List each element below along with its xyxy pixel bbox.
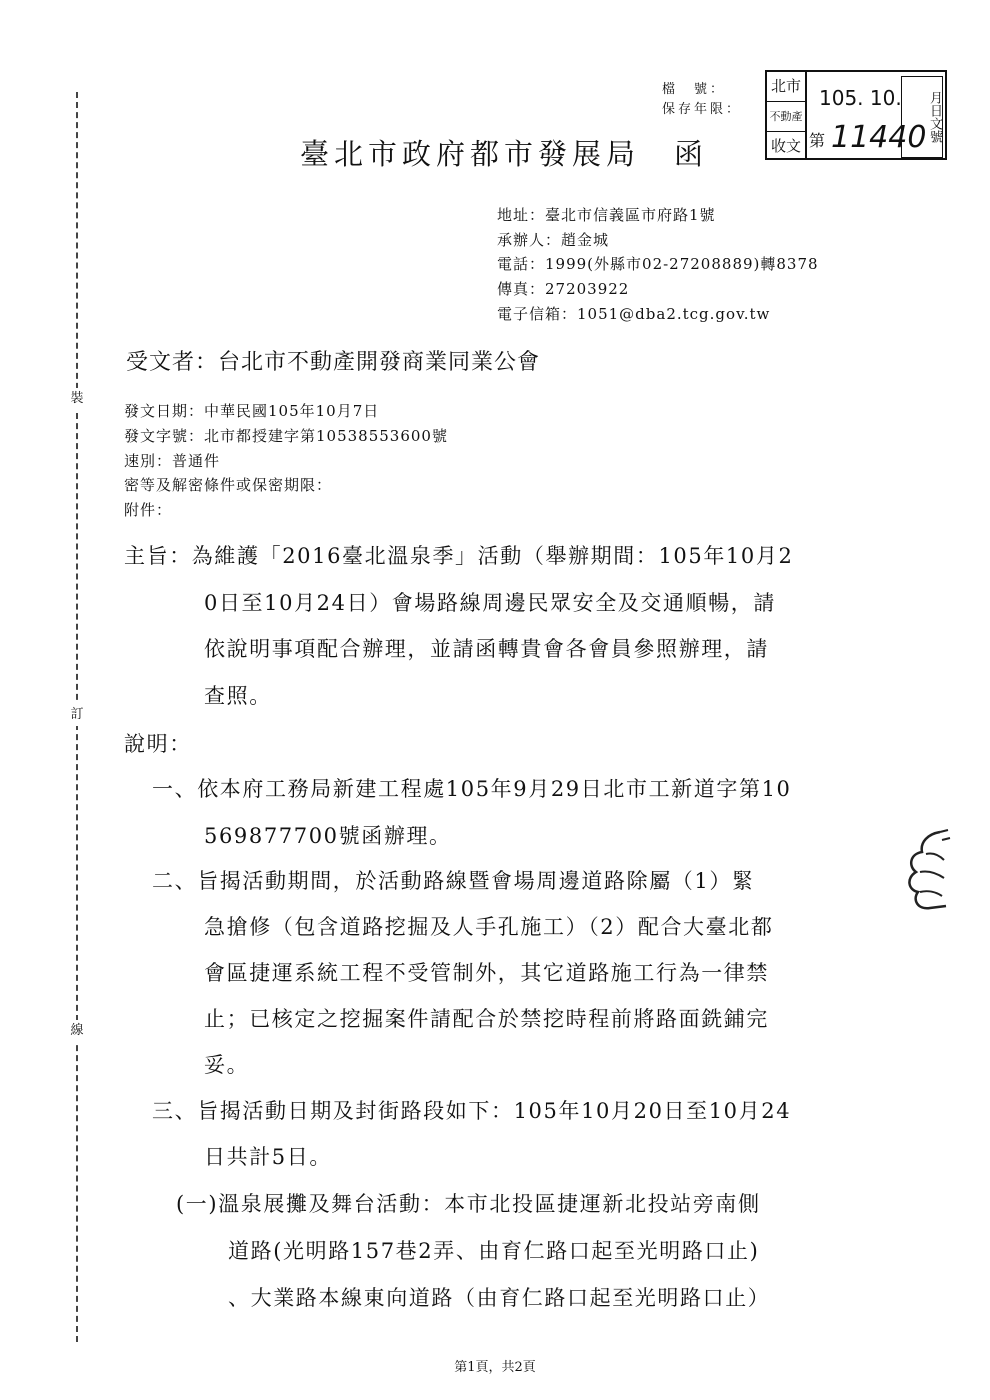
thumb-doodle-icon	[900, 826, 952, 916]
item-3-line-1: 三、旨揭活動日期及封街路段如下：105年10月20日至10月24	[152, 1099, 792, 1123]
subject-line-4: 查照。	[204, 684, 272, 708]
subject-line-2: 0日至10月24日）會場路線周邊民眾安全及交通順暢，請	[204, 591, 777, 615]
stamp-label-realestate: 不動產	[767, 102, 805, 132]
subject-line-1: 主旨：為維護「2016臺北溫泉季」活動（舉辦期間：105年10月2	[124, 544, 794, 568]
item-2-line-1: 二、旨揭活動期間，於活動路線暨會場周邊道路除屬（1）緊	[152, 869, 755, 893]
contact-fax: 傳真：27203922	[497, 280, 630, 298]
reference-number: 發文字號：北市都授建字第10538553600號	[124, 427, 448, 445]
binding-mark-ding: 訂	[66, 704, 88, 726]
page-number: 第1頁，共2頁	[454, 1360, 536, 1375]
sub-item-1-line-2: 道路(光明路157巷2弄、由育仁路口起至光明路口止)	[228, 1239, 760, 1263]
binding-mark-zhuang: 裝	[66, 388, 88, 410]
item-3-line-2: 日共計5日。	[204, 1145, 332, 1169]
binding-mark-xian: 線	[66, 1020, 88, 1042]
stamp-seal: 月日文號	[901, 76, 943, 158]
speed-class: 速別：普通件	[124, 452, 221, 470]
item-2-line-2: 急搶修（包含道路挖掘及人手孔施工）（2）配合大臺北都	[204, 915, 774, 939]
stamp-label-city: 北市	[767, 72, 805, 102]
agency-name: 臺北市政府都市發展局	[300, 137, 641, 171]
item-1-line-1: 一、依本府工務局新建工程處105年9月29日北市工新道字第10	[152, 777, 792, 801]
document-type: 函	[674, 137, 709, 171]
stamp-label-received: 收文	[770, 137, 801, 155]
received-stamp	[765, 70, 947, 160]
contact-handler: 承辦人：趙金城	[497, 231, 610, 249]
sub-item-1-line-1: (一)溫泉展攤及舞台活動：本市北投區捷運新北投站旁南側	[176, 1192, 761, 1216]
contact-address: 地址：臺北市信義區市府路1號	[497, 206, 716, 224]
item-2-line-3: 會區捷運系統工程不受管制外，其它道路施工行為一律禁	[204, 961, 769, 985]
file-number-label: 檔 號：	[662, 82, 727, 97]
subject-line-3: 依說明事項配合辦理，並請函轉貴會各會員參照辦理，請	[204, 637, 769, 661]
recipient: 受文者：台北市不動產開發商業同業公會	[126, 350, 541, 375]
secrecy-level: 密等及解密條件或保密期限：	[124, 476, 333, 494]
attachment: 附件：	[124, 501, 173, 519]
item-2-line-4: 止；已核定之挖掘案件請配合於禁挖時程前將路面銑鋪完	[204, 1007, 769, 1031]
sub-item-1-line-3: 、大業路本線東向道路（由育仁路口起至光明路口止）	[228, 1286, 771, 1310]
document-title	[300, 132, 708, 173]
stamp-date: 105. 10.	[819, 86, 902, 110]
item-1-line-2: 569877700號函辦理。	[204, 824, 452, 848]
item-2-line-5: 妥。	[204, 1053, 250, 1077]
explanation-heading: 說明：	[124, 732, 192, 756]
contact-email: 電子信箱：1051@dba2.tcg.gov.tw	[497, 305, 771, 323]
stamp-number-label: 第	[809, 131, 826, 150]
stamp-label-column	[767, 72, 807, 158]
contact-phone: 電話：1999(外縣市02-27208889)轉8378	[497, 255, 819, 273]
stamp-number: 11440	[831, 120, 927, 155]
issue-date: 發文日期：中華民國105年10月7日	[124, 402, 380, 420]
retention-period-label: 保存年限：	[662, 102, 743, 117]
